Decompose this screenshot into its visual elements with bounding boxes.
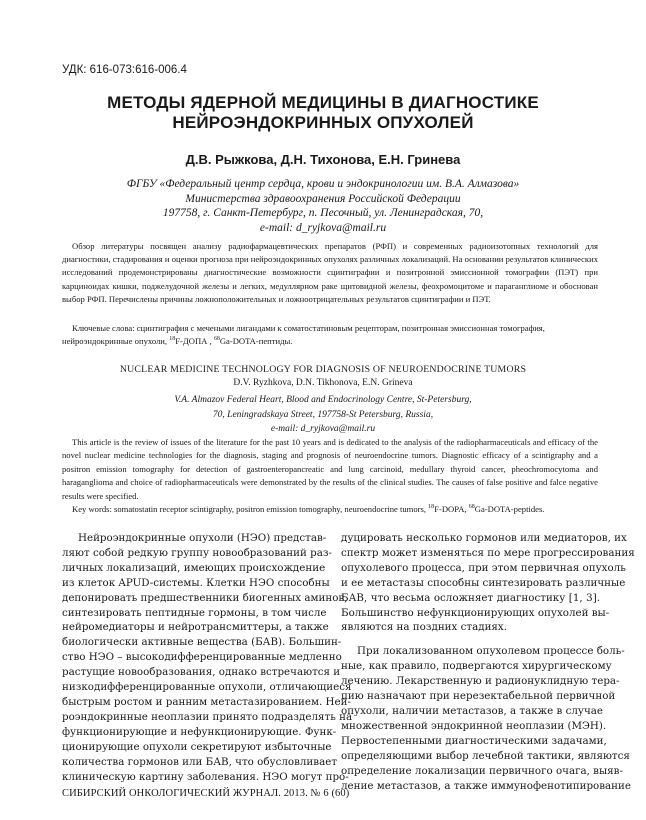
body-text-line: пию назначают при нерезектабельной первичной [341, 690, 616, 703]
body-text-line: Нейроэндокринные опухоли (НЭО) представ- [78, 532, 327, 544]
body-text-line: При локализованном опухолевом процессе боль- [357, 645, 625, 658]
en-isotope-18-sup: 18 [428, 504, 435, 511]
paragraph-gap [341, 635, 600, 644]
body-text-line: спектр может изменяться по мере прогрессирования [341, 546, 635, 559]
body-text-line: определяющими выбор лечебной тактики, являются [341, 749, 630, 762]
journal-footer: СИБИРСКИЙ ОНКОЛОГИЧЕСКИЙ ЖУРНАЛ. 2013. № 6 (60) [62, 788, 350, 799]
body-text-line: нейромедиаторы и нейротрансмиттеры, а также [62, 621, 329, 634]
english-affiliation-line-2: 70, Leningradskaya Street, 197758-St Petersburg, Russia, [212, 409, 434, 420]
title-line-1: МЕТОДЫ ЯДЕРНОЙ МЕДИЦИНЫ В ДИАГНОСТИКЕ [107, 93, 539, 112]
body-text-line: ство НЭО – высокодифференцированные медленно [62, 651, 342, 664]
en-isotope-68-sup: 68 [468, 504, 475, 511]
body-text-line: являются на поздних стадиях. [341, 621, 508, 634]
body-text-line: количества гормонов или БАВ, что обусловливает [62, 755, 338, 768]
abstract-ru: Обзор литературы посвящен анализу радиофармацевтических препаратов (РФП) и современных радиоизотопных технологий для диагностики, стадирования и оценки прогноза при нейроэндокринных опухолях различных локализаций. На основании результатов клинических исследований продемонстрированы диагностические возможности сцинтиграфии и позитронной эмиссионной томографии (ПЭТ) при карциноидах кишки, поджелудочной железы и легких, медуллярном раке щитовидной железы, феохромоцитоме и параганглиоме и обоснован выбор РФП. Перечислены причины ложноположительных и ложноотрицательных результатов сцинтиграфии и ПЭТ. [62, 241, 598, 304]
body-text-line: ление метастазов, а также иммунофенотипирование [341, 779, 631, 792]
body-text-line: роэндокринные неоплазии принято подразделять на [62, 710, 353, 723]
body-text-line: опухоли, наличии метастазов, а также в случае [341, 704, 603, 717]
body-text-line: ные, как правило, подвергаются хирургическому [341, 660, 612, 673]
body-text-line: личных локализаций, имеющих происхождение [62, 561, 326, 574]
affiliation [0, 177, 646, 235]
article-title [0, 93, 646, 133]
body-text-line: дуцировать несколько гормонов или медиаторов, их [341, 532, 627, 544]
title-line-2: НЕЙРОЭНДОКРИННЫХ ОПУХОЛЕЙ [172, 113, 474, 132]
affiliation-line-2: Министерства здравоохранения Российской Федерации [185, 192, 461, 205]
body-text-line: из клеток APUD-системы. Клетки НЭО способны [62, 576, 330, 589]
body-text-line: Большинство нефункционирующих опухолей вы- [341, 606, 610, 619]
body-text-line: опухолевого процесса, при этом первичная опухоль [341, 561, 626, 574]
body-text-line: низкодифференцированные опухоли, отличающиеся [62, 681, 352, 694]
body-column-right [341, 531, 635, 793]
body-text-line: клиническую картину заболевания. НЭО могут про- [62, 770, 349, 783]
body-text-line: БАВ, что весьма осложняет диагностику [1, 3]. [341, 591, 600, 604]
body-text-line: лечению. Лекарственную и радионуклидную тера- [341, 675, 620, 688]
keywords-ru [62, 322, 598, 348]
keywords-en-dota: Ga-DOTA-peptides. [474, 504, 545, 514]
body-text-line: функционирующие и нефункционирующие. Функ- [62, 725, 337, 738]
affiliation-line-1: ФГБУ «Федеральный центр сердца, крови и эндокринологии им. В.А. Алмазова» [126, 178, 520, 190]
keywords-en [62, 503, 598, 516]
body-text-line: множественной эндокринной неоплазии (МЭН). [341, 719, 607, 732]
body-text-line: определение локализации первичного очага, выяв- [341, 764, 623, 777]
english-affiliation-email: e-mail: d_ryjkova@mail.ru [270, 424, 376, 434]
body-column-left [62, 531, 353, 784]
body-text-line: ляют собой редкую группу новообразований раз- [62, 546, 332, 559]
body-text-line: Первостепенными диагностическими задачами, [341, 734, 607, 747]
isotope-68-sup: 68 [213, 336, 220, 343]
keywords-ru-dota: Ga-DOTA-пептиды. [219, 336, 293, 347]
udk-code: УДК: 616-073:616-006.4 [62, 64, 187, 76]
body-text-line: синтезировать пептидные гормоны, в том числе [62, 606, 327, 619]
authors: Д.В. Рыжкова, Д.Н. Тихонова, Е.Н. Гринева [185, 152, 461, 167]
isotope-18-sup: 18 [169, 336, 176, 343]
body-text-line: биологически активные вещества (БАВ). Большин- [62, 636, 342, 649]
body-text-line: депонировать предшественники биогенных аминов, [62, 591, 348, 604]
keywords-en-text: Key words: somatostatin receptor scintigraphy, positron emission tomography, neuroendocrine tumors, [72, 504, 429, 514]
keywords-ru-dopa: F-ДОПА , [175, 336, 214, 347]
keywords-en-dopa: F-DOPA, [434, 504, 469, 514]
english-affiliation-line-1: V.A. Almazov Federal Heart, Blood and Endocrinology Centre, St-Petersburg, [174, 395, 472, 405]
affiliation-line-3: 197758, г. Санкт-Петербург, п. Песочный, ул. Ленинградская, 70, [162, 207, 484, 219]
body-text-line: ционирующие опухоли секретируют избыточные [62, 740, 332, 753]
abstract-en: This article is the review of issues of the literature for the past 10 years and is dedicated to the analysis of the radiopharmaceuticals and efficacy of the novel nuclear medicine technologies for the diagnosis, staging and prognosis of neuroendocrine tumors. Diagnostic efficacy of a scintigraphy and a positron emission tomography for detection of gastroenteropancreatic and lung carcinoid, medullary thyroid cancer, pheochromocytoma and haraganglioma and choice of radiopharmaceuticals were demonstrated by the results of the clinical studies. The causes of false positive and falce negative results were specified. [62, 437, 598, 501]
keywords-ru-text: Ключевые слова: сцинтиграфия с мечеными лигандами к соматостатиновым рецепторам, позитронная эмиссионная томография, нейроэндокринные опухоли, [62, 323, 545, 347]
english-affiliation [0, 393, 646, 437]
body-text-line: растущие новообразования, однако встречаются и [62, 666, 341, 679]
english-authors: D.V. Ryzhkova, D.N. Tikhonova, E.N. Grineva [233, 378, 413, 388]
body-text-line: и ее метастазы способны синтезировать различные [341, 576, 626, 589]
body-text-line: быстрым ростом и ранним метастазированием. Ней- [62, 695, 351, 708]
affiliation-email: e-mail: d_ryjkova@mail.ru [259, 221, 387, 234]
english-title: NUCLEAR MEDICINE TECHNOLOGY FOR DIAGNOSIS OF NEUROENDOCRINE TUMORS [119, 364, 527, 375]
